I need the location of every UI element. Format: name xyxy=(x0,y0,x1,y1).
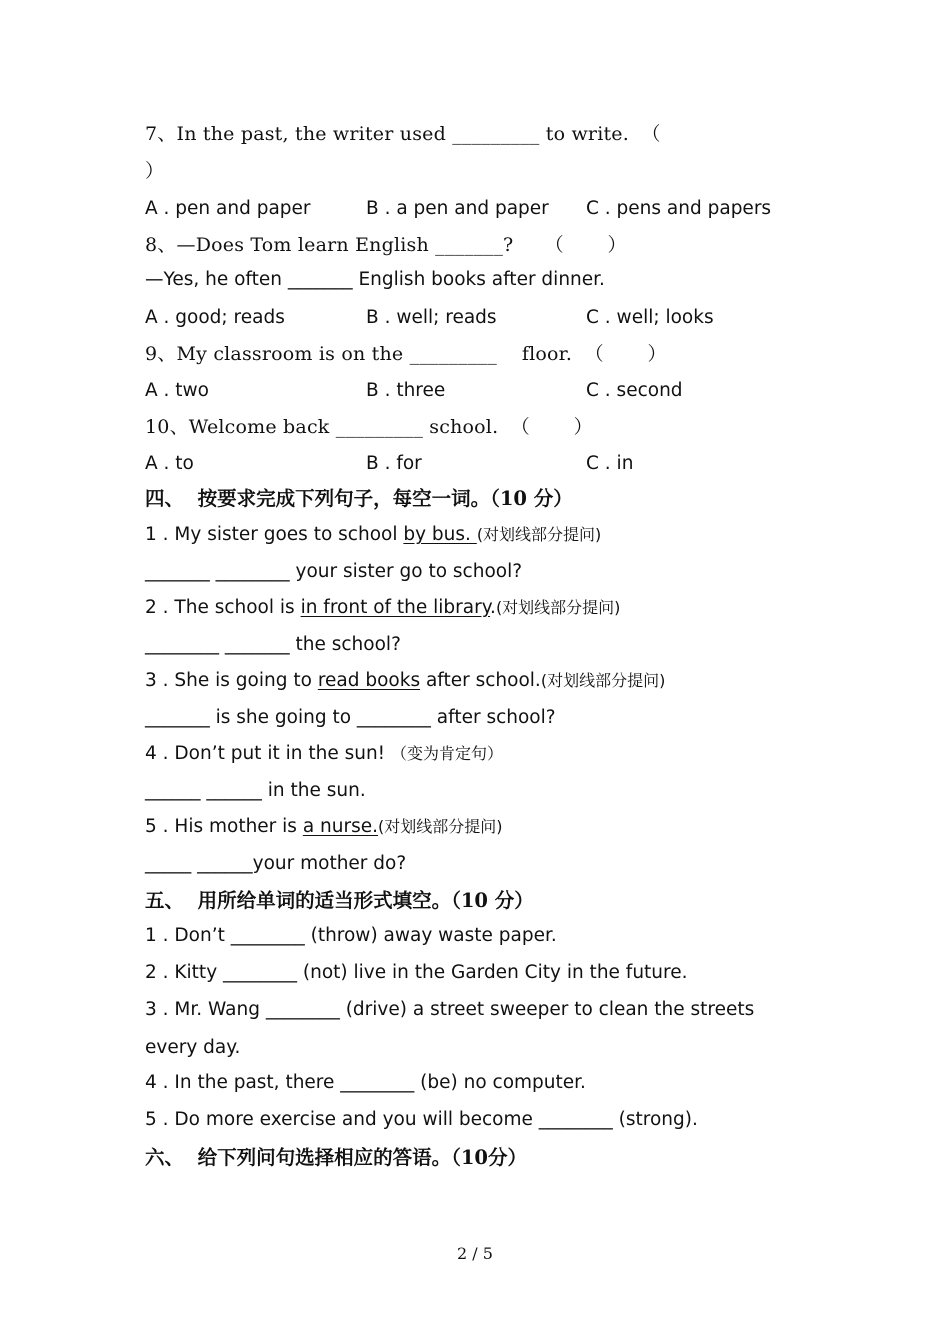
instruction-note: (对划线部分提问) xyxy=(540,671,666,690)
section-4-answer-2: ________ _______ the school? xyxy=(145,634,401,655)
section-4-answer-3: _______ is she going to ________ after school? xyxy=(145,707,556,728)
section-5-heading: 五、 用所给单词的适当形式填空。（10 分） xyxy=(145,889,534,912)
option-b: B . well; reads xyxy=(366,307,497,328)
section-4-heading: 四、 按要求完成下列句子，每空一词。（10 分） xyxy=(145,487,573,510)
option-b: B . a pen and paper xyxy=(366,198,549,219)
section-6-heading: 六、 给下列问句选择相应的答语。（10分） xyxy=(145,1146,527,1169)
option-b: B . for xyxy=(366,453,422,474)
instruction-note: (对划线部分提问) xyxy=(495,598,621,617)
option-c: C . well; looks xyxy=(586,307,714,328)
underlined-phrase: read books xyxy=(317,670,421,691)
instruction-note: (对划线部分提问) xyxy=(378,817,503,836)
question-7-stem: 7、In the past, the writer used _________ to write. （ xyxy=(145,123,661,145)
option-a: A . good; reads xyxy=(145,307,285,328)
question-8-options xyxy=(145,307,845,331)
section-5-item-3-cont: every day. xyxy=(145,1037,241,1058)
section-5-item-5: 5 . Do more exercise and you will become ________ (strong). xyxy=(145,1109,698,1130)
section-4-item-4: 4 . Don’t put it in the sun! （变为肯定句） xyxy=(145,743,503,764)
instruction-note: （变为肯定句） xyxy=(390,744,503,763)
section-4-item-2: 2 . The school is in front of the library.(对划线部分提问) xyxy=(145,597,621,618)
option-b: B . three xyxy=(366,380,446,401)
section-5-item-4: 4 . In the past, there ________ (be) no computer. xyxy=(145,1072,586,1093)
question-10-stem: 10、Welcome back _________ school. （ ） xyxy=(145,416,593,438)
section-4-answer-1: _______ ________ your sister go to school? xyxy=(145,561,523,582)
underlined-phrase: in front of the library xyxy=(300,597,491,618)
section-4-answer-5: _____ ______your mother do? xyxy=(145,853,407,874)
question-8-stem: 8、—Does Tom learn English _______? （ ） xyxy=(145,234,627,256)
page-number: 2 / 5 xyxy=(457,1244,493,1263)
section-4-item-1: 1 . My sister goes to school by bus. (对划线部分提问) xyxy=(145,524,602,545)
question-7-options xyxy=(145,198,845,222)
underlined-phrase: by bus. xyxy=(403,524,477,545)
section-4-item-5: 5 . His mother is a nurse.(对划线部分提问) xyxy=(145,816,503,837)
instruction-note: (对划线部分提问) xyxy=(476,525,602,544)
section-5-item-1: 1 . Don’t ________ (throw) away waste paper. xyxy=(145,925,557,946)
question-7-stem-end: ） xyxy=(145,160,165,182)
option-a: A . pen and paper xyxy=(145,198,311,219)
option-a: A . two xyxy=(145,380,210,401)
section-5-item-2: 2 . Kitty ________ (not) live in the Garden City in the future. xyxy=(145,962,688,983)
option-c: C . second xyxy=(586,380,683,401)
option-c: C . pens and papers xyxy=(586,198,772,219)
section-4-answer-4: ______ ______ in the sun. xyxy=(145,780,366,801)
option-c: C . in xyxy=(586,453,634,474)
option-a: A . to xyxy=(145,453,194,474)
question-10-options xyxy=(145,453,845,477)
question-8-line2: —Yes, he often _______ English books after dinner. xyxy=(145,269,605,290)
section-5-item-3: 3 . Mr. Wang ________ (drive) a street sweeper to clean the streets xyxy=(145,999,755,1020)
section-4-item-3: 3 . She is going to read books after school.(对划线部分提问) xyxy=(145,670,666,691)
question-9-options xyxy=(145,380,845,404)
underlined-phrase: a nurse. xyxy=(302,816,379,837)
question-9-stem: 9、My classroom is on the _________ floor. （ ） xyxy=(145,343,667,365)
